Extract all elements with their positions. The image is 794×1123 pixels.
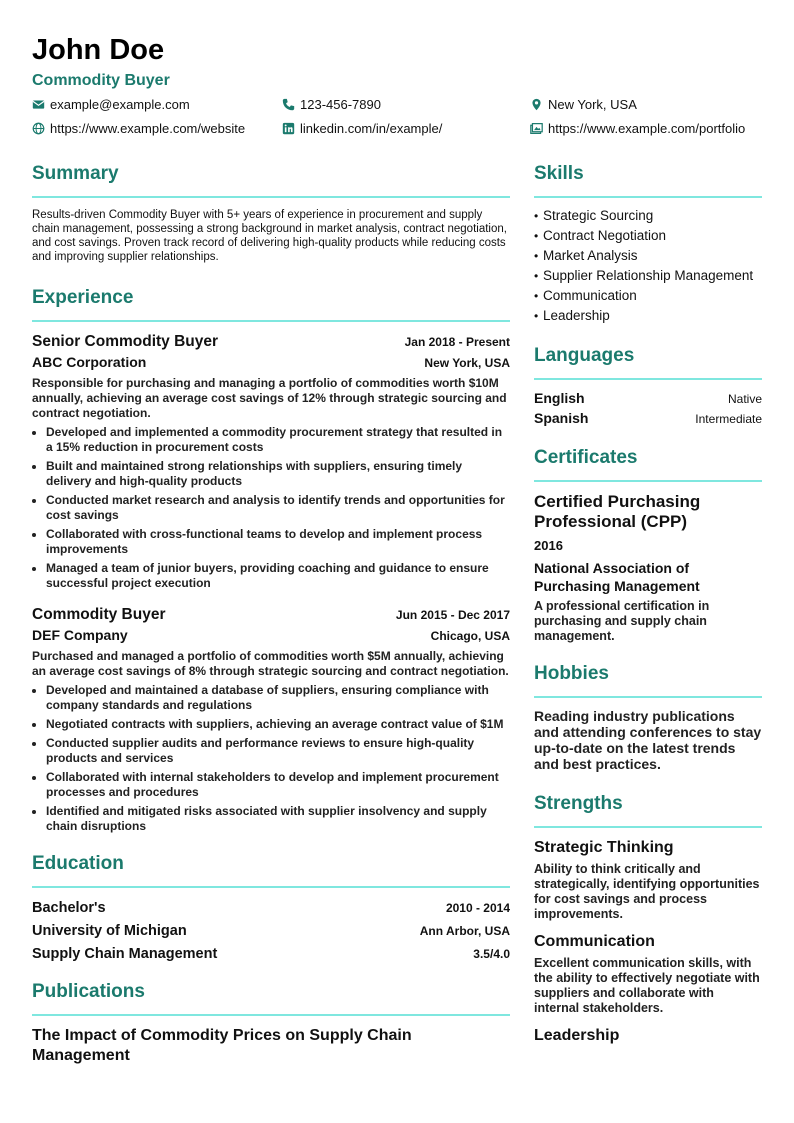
languages-section	[534, 342, 762, 426]
job-title: Commodity Buyer	[32, 72, 170, 89]
list-item: • Conducted supplier audits and performance reviews to ensure high-quality products and services	[46, 736, 510, 766]
edu-field: Supply Chain Management	[32, 946, 218, 962]
publication-title: The Impact of Commodity Prices on Supply Chain Management	[32, 1027, 412, 1064]
language-name: Spanish	[534, 410, 589, 426]
hobby-text: Reading industry publications and attending conferences to stay up-to-date on the latest trends and best practices.	[534, 708, 762, 772]
strength-title: Communication	[534, 933, 655, 950]
summary-heading: Summary	[32, 163, 119, 184]
skills-list	[534, 208, 762, 324]
linkedin-icon	[282, 122, 295, 135]
language-name: English	[534, 390, 585, 406]
contact-website[interactable]: https://www.example.com/website	[32, 121, 245, 136]
divider	[534, 826, 762, 828]
phone-icon	[282, 98, 295, 111]
skills-section	[534, 160, 762, 324]
list-item: • Communication	[534, 288, 762, 304]
job-position: Senior Commodity Buyer	[32, 333, 219, 350]
education-section	[32, 850, 510, 964]
contact-portfolio[interactable]: https://www.example.com/portfolio	[530, 121, 745, 136]
edu-gpa: 3.5/4.0	[473, 947, 510, 961]
edu-degree: Bachelor's	[32, 900, 106, 916]
candidate-name: John Doe	[32, 34, 165, 66]
email-icon	[32, 98, 45, 111]
list-item: • Strategic Sourcing	[534, 208, 762, 224]
list-item: • Identified and mitigated risks associated with supplier insolvency and supply chain disruptions	[46, 804, 510, 834]
list-item: • Collaborated with cross-functional teams to develop and implement process improvements	[46, 527, 510, 557]
job-entry	[32, 605, 510, 834]
list-item: • Contract Negotiation	[534, 228, 762, 244]
strength-description: Excellent communication skills, with the ability to effectively negotiate with suppliers and collaborate with internal stakeholders.	[534, 956, 760, 1015]
list-item: • Collaborated with internal stakeholders to develop and implement procurement processes and procedures	[46, 770, 510, 800]
strength-title: Leadership	[534, 1027, 620, 1044]
language-level: Native	[727, 392, 762, 406]
divider	[534, 480, 762, 482]
certificates-section	[534, 444, 762, 644]
contact-phone[interactable]: 123-456-7890	[282, 97, 381, 112]
contact-location: New York, USA	[530, 97, 637, 112]
divider	[32, 320, 510, 322]
job-description: Purchased and managed a portfolio of commodities worth $5M annually, achieving an average cost savings of 8% through strategic sourcing and contract negotiation.	[32, 649, 509, 678]
list-item: • Developed and maintained a database of suppliers, ensuring compliance with company standards and regulations	[46, 683, 510, 713]
education-heading: Education	[32, 853, 124, 874]
summary-section	[32, 160, 510, 264]
contact-info	[32, 97, 772, 145]
certificates-heading: Certificates	[534, 447, 638, 468]
job-dates: Jun 2015 - Dec 2017	[395, 608, 510, 622]
experience-heading: Experience	[32, 287, 134, 308]
job-location: New York, USA	[424, 356, 510, 370]
language-level: Intermediate	[695, 412, 762, 426]
skills-heading: Skills	[534, 163, 584, 184]
job-company: DEF Company	[32, 627, 128, 643]
divider	[534, 696, 762, 698]
divider	[32, 196, 510, 198]
job-bullets	[32, 683, 510, 834]
globe-icon	[32, 122, 45, 135]
left-column	[32, 160, 510, 1066]
list-item: • Negotiated contracts with suppliers, achieving an average contract value of $1M	[46, 717, 510, 732]
summary-text: Results-driven Commodity Buyer with 5+ years of experience in procurement and supply chain management, possessing a strong background in market analysis, contract negotiation, and cost savings. Proven track record of delivering high-quality products while reducing costs and improving supplier relationships.	[32, 209, 507, 263]
divider	[534, 378, 762, 380]
job-bullets	[32, 425, 510, 591]
contact-email[interactable]: example@example.com	[32, 97, 190, 112]
contact-linkedin[interactable]: linkedin.com/in/example/	[282, 121, 442, 136]
header	[32, 33, 772, 91]
strength-description: Ability to think critically and strategically, identifying opportunities for cost savings and process improvements.	[534, 862, 760, 921]
edu-school: University of Michigan	[32, 923, 187, 939]
list-item: • Built and maintained strong relationships with suppliers, ensuring timely delivery and high-quality products	[46, 459, 510, 489]
job-position: Commodity Buyer	[32, 606, 166, 623]
job-entry	[32, 332, 510, 591]
job-company: ABC Corporation	[32, 354, 147, 370]
divider	[534, 196, 762, 198]
location-pin-icon	[530, 98, 543, 111]
job-dates: Jan 2018 - Present	[404, 335, 510, 349]
languages-heading: Languages	[534, 345, 635, 366]
certificate-org: National Association of Purchasing Management	[534, 560, 700, 594]
list-item: • Developed and implemented a commodity procurement strategy that resulted in a 15% reduction in procurement costs	[46, 425, 510, 455]
language-row	[534, 390, 762, 406]
edu-dates: 2010 - 2014	[445, 901, 510, 915]
list-item: • Conducted market research and analysis to identify trends and opportunities for cost savings	[46, 493, 510, 523]
portfolio-icon	[530, 122, 543, 135]
certificate-year: 2016	[534, 538, 563, 553]
list-item: • Supplier Relationship Management	[534, 268, 762, 284]
publications-heading: Publications	[32, 981, 145, 1002]
publications-section	[32, 978, 510, 1066]
certificate-name: Certified Purchasing Professional (CPP)	[534, 492, 701, 531]
strengths-section	[534, 790, 762, 1046]
right-column	[534, 160, 762, 1046]
list-item: • Leadership	[534, 308, 762, 324]
divider	[32, 1014, 510, 1016]
strength-title: Strategic Thinking	[534, 839, 674, 856]
job-location: Chicago, USA	[430, 629, 510, 643]
list-item: • Managed a team of junior buyers, providing coaching and guidance to ensure successful project execution	[46, 561, 510, 591]
strengths-heading: Strengths	[534, 793, 623, 814]
language-row	[534, 410, 762, 426]
experience-section	[32, 284, 510, 834]
list-item: • Market Analysis	[534, 248, 762, 264]
job-description: Responsible for purchasing and managing a portfolio of commodities worth $10M annually, achieving an average cost savings of 12% through strategic sourcing and contract negotiation.	[32, 376, 507, 420]
certificate-description: A professional certification in purchasing and supply chain management.	[534, 599, 710, 643]
hobbies-heading: Hobbies	[534, 663, 609, 684]
hobbies-section	[534, 660, 762, 772]
divider	[32, 886, 510, 888]
edu-location: Ann Arbor, USA	[419, 924, 510, 938]
